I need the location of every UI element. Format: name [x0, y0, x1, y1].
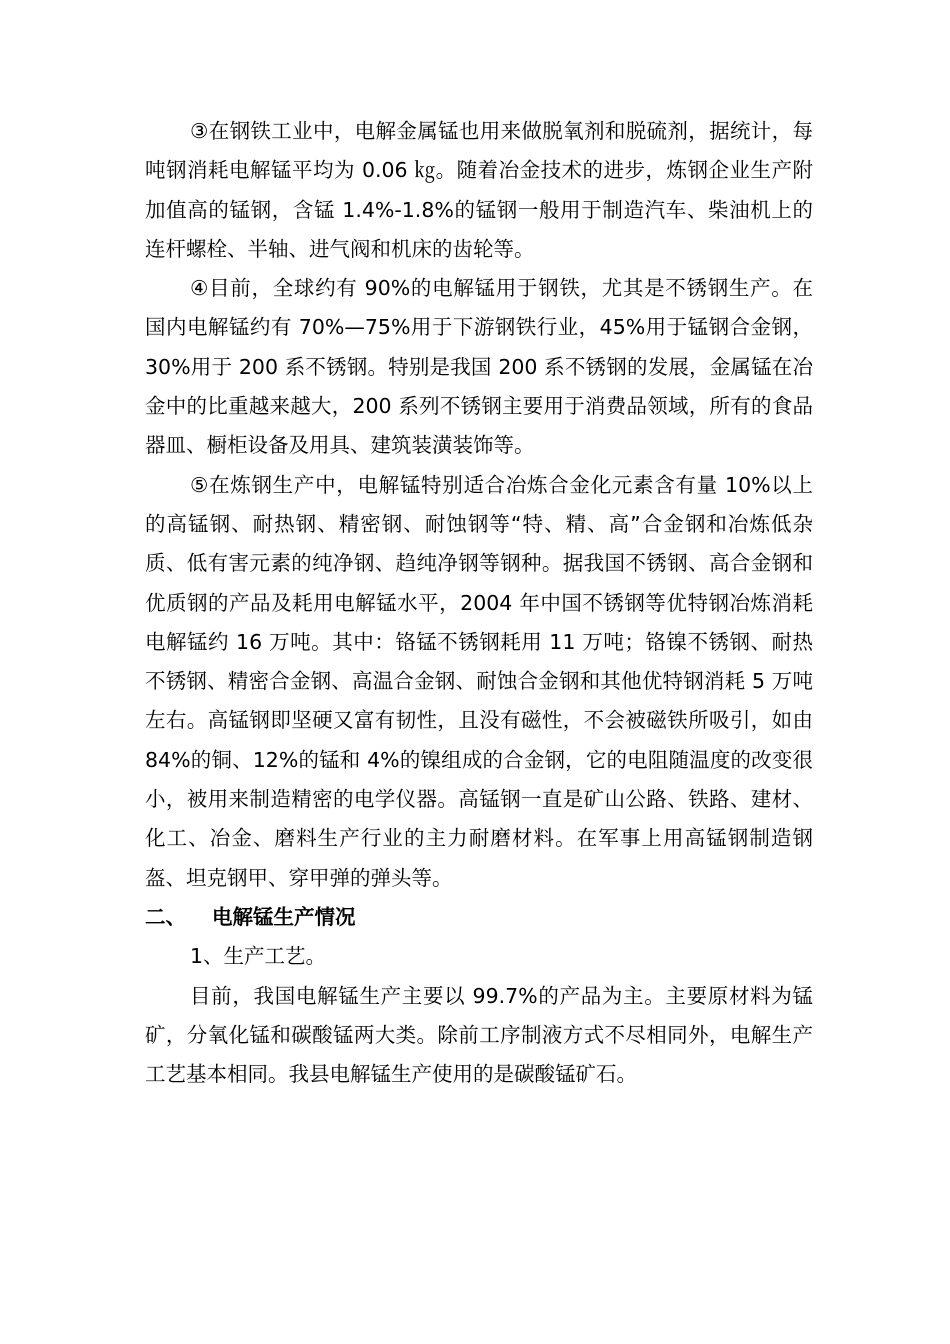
paragraph-steelmaking: ⑤在炼钢生产中，电解锰特别适合冶炼合金化元素含有量 10%以上的高锰钢、耐热钢、精密钢、耐蚀钢等“特、精、高”合金钢和冶炼低杂质、低有害元素的纯净钢、趋纯净钢等钢种。据我国不锈钢、高合金钢和优质钢的产品及耗用电解锰水平，2004 年中国不锈钢等优特钢冶炼消耗电解锰约 16 万吨。其中：铬锰不锈钢耗用 11 万吨；铬镍不锈钢、耐热不锈钢、精密合金钢、高温合金钢、耐蚀合金钢和其他优特钢消耗 5 万吨左右。高锰钢即坚硬又富有韧性，且没有磁性，不会被磁铁所吸引，如由 84%的铜、12%的锰和 4%的镍组成的合金钢，它的电阻随温度的改变很小，被用来制造精密的电学仪器。高锰钢一直是矿山公路、铁路、建材、化工、冶金、磨料生产行业的主力耐磨材料。在军事上用高锰钢制造钢盔、坦克钢甲、穿甲弹的弹头等。	[145, 472, 813, 890]
section-number: 二、	[145, 904, 186, 929]
subsection-heading: 1、生产工艺。	[190, 944, 327, 969]
section-title: 电解锰生产情况	[212, 904, 356, 929]
paragraph-steel-deoxidizer: ③在钢铁工业中，电解金属锰也用来做脱氧剂和脱硫剂，据统计，每吨钢消耗电解锰平均为 0.06 ㎏。随着冶金技术的进步，炼钢企业生产附加值高的锰钢，含锰 1.4%-1.8%的锰钢一般用于制造汽车、柴油机上的连杆螺栓、半轴、进气阀和机床的齿轮等。	[145, 119, 813, 261]
document-page	[145, 112, 813, 1094]
section-heading	[145, 898, 813, 937]
paragraph-global-usage: ④目前，全球约有 90%的电解锰用于钢铁，尤其是不锈钢生产。在国内电解锰约有 70%—75%用于下游钢铁行业，45%用于锰钢合金钢，30%用于 200 系不锈钢。特别是我国 200 系不锈钢的发展，金属锰在冶金中的比重越来越大，200 系列不锈钢主要用于消费品领域，所有的食品器皿、橱柜设备及用具、建筑装潢装饰等。	[145, 276, 813, 458]
paragraph-production-process: 目前，我国电解锰生产主要以 99.7%的产品为主。主要原材料为锰矿，分氧化锰和碳酸锰两大类。除前工序制液方式不尽相同外，电解生产工艺基本相同。我县电解锰生产使用的是碳酸锰矿石。	[145, 983, 813, 1087]
